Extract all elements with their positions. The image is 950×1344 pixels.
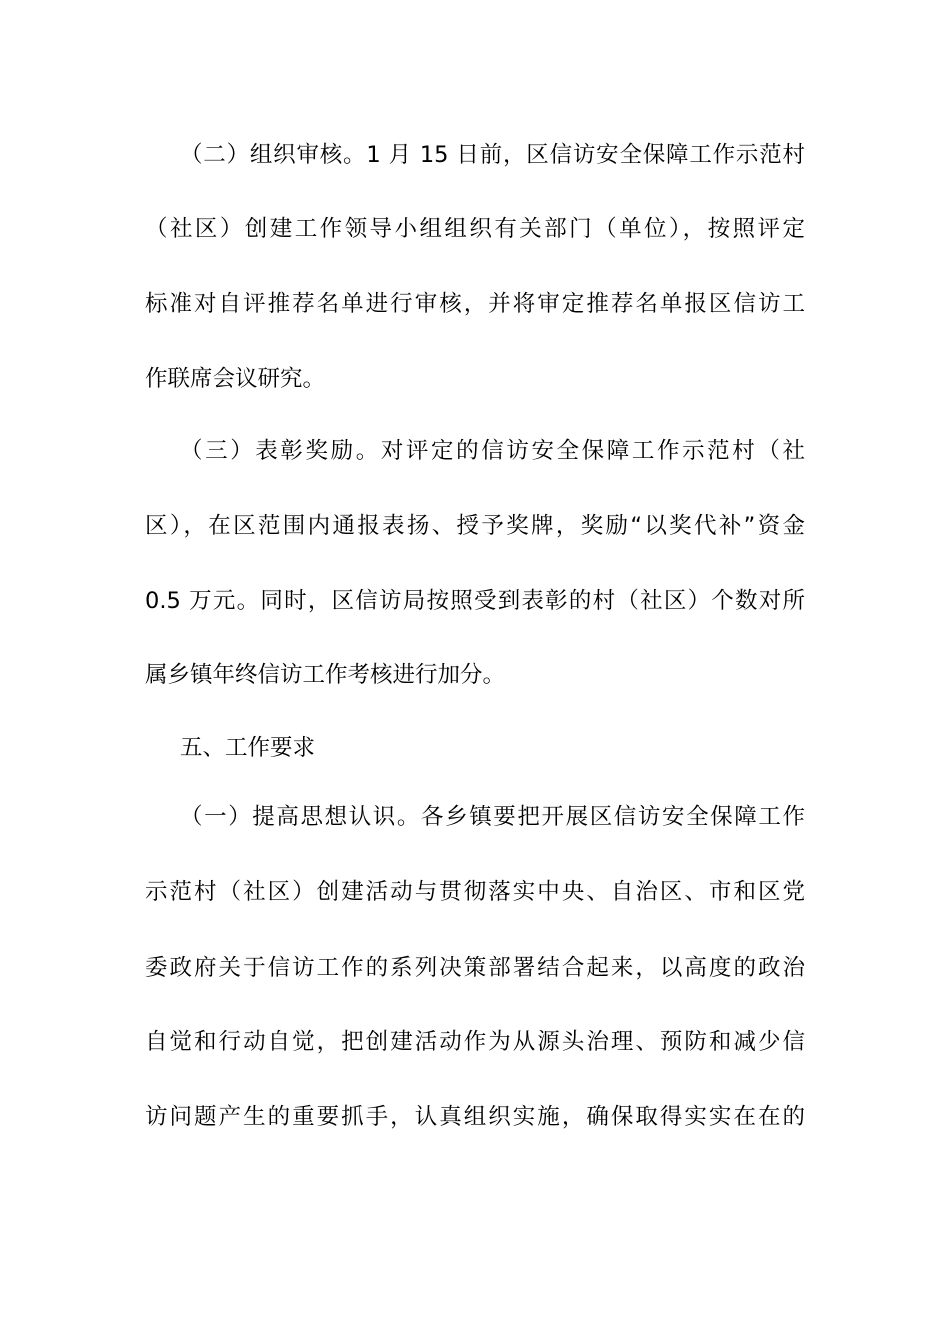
paragraph-5-line-2: 示范村（社区）创建活动与贯彻落实中央、自治区、市和区党 xyxy=(145,879,805,905)
paragraph-3-line-4: 属乡镇年终信访工作考核进行加分。 xyxy=(145,662,506,688)
paragraph-3-line-1: （三）表彰奖励。对评定的信访安全保障工作示范村（社 xyxy=(180,438,805,464)
paragraph-3-line-2: 区），在区范围内通报表扬、授予奖牌，奖励“以奖代补”资金 xyxy=(145,513,805,539)
paragraph-2-line-4: 作联席会议研究。 xyxy=(145,366,326,392)
paragraph-2-line-1: （二）组织审核。1 月 15 日前，区信访安全保障工作示范村 xyxy=(180,142,805,168)
paragraph-2-line-2: （社区）创建工作领导小组组织有关部门（单位），按照评定 xyxy=(145,216,805,242)
paragraph-5-line-4: 自觉和行动自觉，把创建活动作为从源头治理、预防和减少信 xyxy=(145,1029,805,1055)
section-heading: 五、工作要求 xyxy=(180,735,316,761)
paragraph-3-line-3: 0.5 万元。同时，区信访局按照受到表彰的村（社区）个数对所 xyxy=(145,588,805,614)
paragraph-5-line-1: （一）提高思想认识。各乡镇要把开展区信访安全保障工作 xyxy=(180,804,805,830)
paragraph-2-line-3: 标准对自评推荐名单进行审核，并将审定推荐名单报区信访工 xyxy=(145,291,805,317)
paragraph-5-line-5: 访问题产生的重要抓手，认真组织实施，确保取得实实在在的 xyxy=(145,1104,805,1130)
paragraph-5-line-3: 委政府关于信访工作的系列决策部署结合起来，以高度的政治 xyxy=(145,955,805,981)
